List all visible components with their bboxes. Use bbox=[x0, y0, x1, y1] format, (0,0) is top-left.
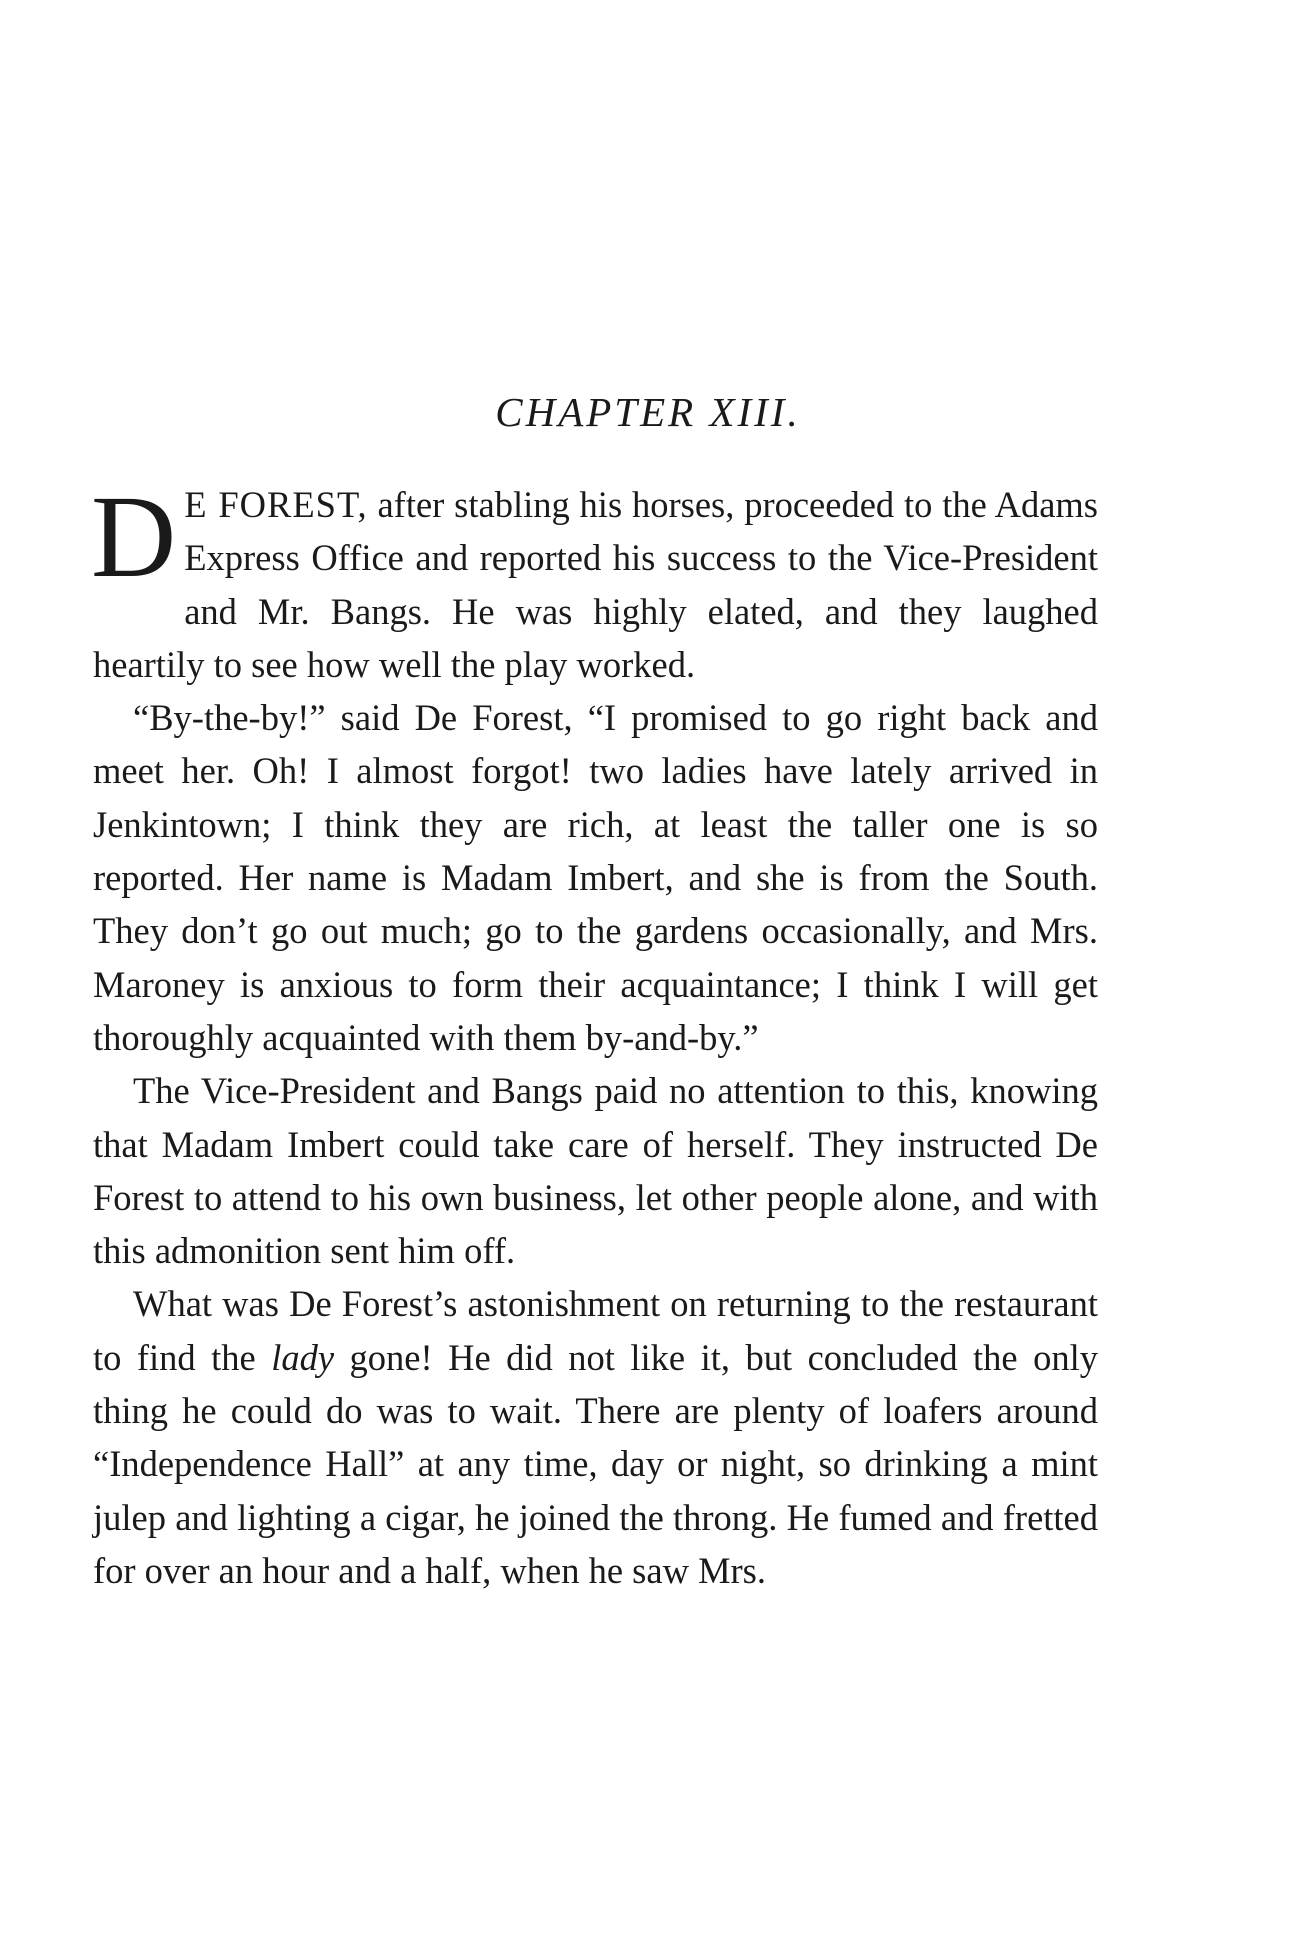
paragraph-4-text-end: gone! He did not like it, but concluded the only thing he could do was to wait. There are plenty of loafers around “Independence Hall” at any time, day or night, so drinking a mint julep and lighting a cigar, he joined the throng. He fumed and fretted for over an hour and a half, when he saw Mrs. bbox=[93, 1336, 1098, 1591]
paragraph-1-lead: E FOREST, bbox=[184, 484, 368, 525]
paragraph-4 bbox=[93, 1277, 1098, 1597]
drop-cap: D bbox=[91, 471, 177, 602]
paragraph-1-text: after stabling his horses, proceeded to the Adams Express Office and reported his success to the Vice-President and Mr. Bangs. He was highly elated, and they laughed heartily to see how well the play worked. bbox=[93, 484, 1098, 685]
paragraph-4-italic: lady bbox=[271, 1336, 335, 1378]
paragraph-4-text-start: What was De Forest’s astonishment on returning to the restaurant to find the bbox=[93, 1283, 1098, 1378]
paragraph-3: The Vice-President and Bangs paid no attention to this, knowing that Madam Imbert could take care of herself. They instructed De Forest to attend to his own business, let other people alone, and with this admonition sent him off. bbox=[93, 1070, 1098, 1272]
body-text bbox=[91, 471, 1098, 1597]
paragraph-1 bbox=[91, 471, 1098, 691]
chapter-title: CHAPTER XIII. bbox=[495, 389, 801, 435]
paragraph-2: “By-the-by!” said De Forest, “I promised to go right back and meet her. Oh! I almost forgot! two ladies have lately arrived in Jenkintown; I think they are rich, at least the taller one is so reported. Her name is Madam Imbert, and she is from the South. They don’t go out much; go to the gardens occasionally, and Mrs. Maroney is anxious to form their acquaintance; I think I will get thoroughly acquainted with them by-and-by.” bbox=[93, 697, 1098, 1058]
